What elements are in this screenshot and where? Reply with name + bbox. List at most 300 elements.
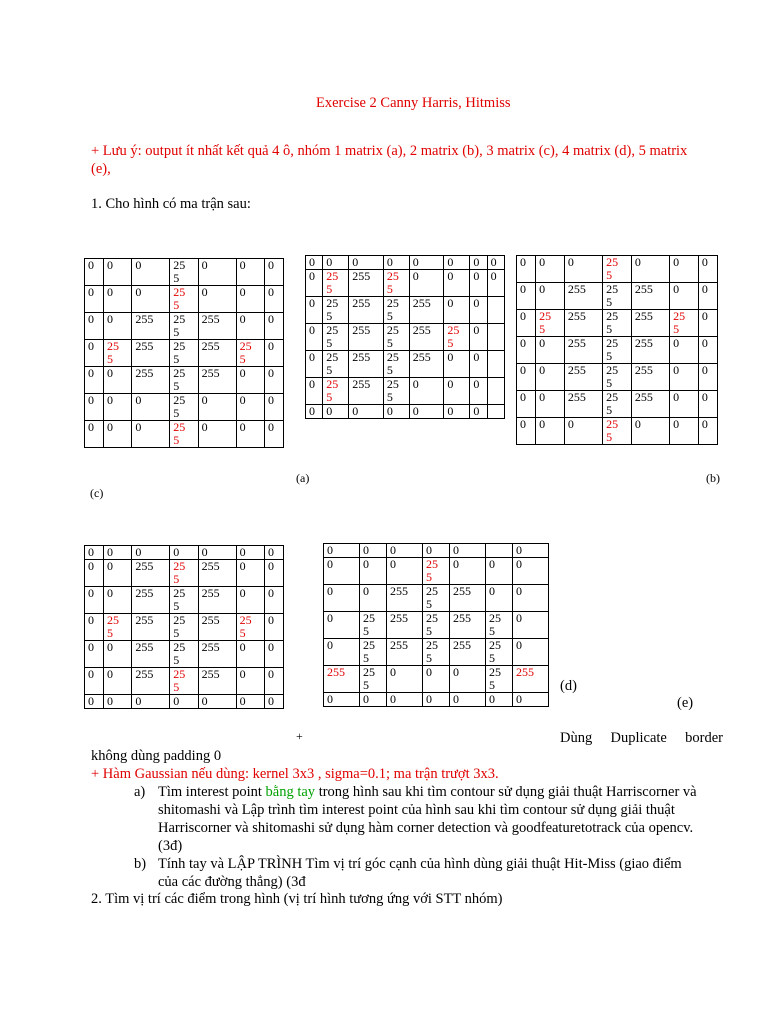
matrix-cell: 0 <box>264 668 283 695</box>
matrix-cell: 0 <box>132 695 170 709</box>
matrix-row <box>517 337 718 364</box>
matrix-cell: 255 <box>564 283 602 310</box>
item-b-marker: b) <box>134 856 147 872</box>
item-a-line-1 <box>158 783 697 801</box>
matrix-cell: 255 <box>132 614 170 641</box>
matrix-cell: 0 <box>103 560 131 587</box>
matrix-cell: 255 <box>450 585 486 612</box>
matrix-cell: 0 <box>517 418 536 445</box>
matrix-cell: 25 5 <box>170 587 198 614</box>
note-line-2: (e), <box>91 161 111 177</box>
matrix-cell: 0 <box>423 544 450 558</box>
matrix-cell: 25 5 <box>486 639 513 666</box>
matrix-cell: 0 <box>236 394 264 421</box>
matrix-cell: 0 <box>170 546 198 560</box>
matrix-cell: 0 <box>513 639 549 666</box>
matrix-row <box>517 256 718 283</box>
matrix-cell: 0 <box>264 560 283 587</box>
matrix-row <box>85 259 284 286</box>
matrix-cell: 0 <box>698 391 717 418</box>
matrix-cell: 0 <box>470 324 487 351</box>
matrix-cell: 0 <box>324 544 360 558</box>
matrix-cell: 255 <box>387 585 423 612</box>
matrix-cell: 0 <box>631 418 669 445</box>
matrix-cell: 0 <box>103 668 131 695</box>
matrix-cell: 255 <box>132 367 170 394</box>
matrix-cell <box>487 405 504 419</box>
matrix-cell: 0 <box>264 394 283 421</box>
matrix-cell: 0 <box>349 405 384 419</box>
matrix-cell: 25 5 <box>536 310 565 337</box>
matrix-row <box>324 544 549 558</box>
matrix-cell: 25 5 <box>423 558 450 585</box>
matrix-cell: 0 <box>470 405 487 419</box>
matrix-cell: 0 <box>306 270 323 297</box>
matrix-cell: 0 <box>132 546 170 560</box>
matrix-cell: 0 <box>564 418 602 445</box>
matrix-cell: 0 <box>513 585 549 612</box>
matrix-cell: 0 <box>444 351 470 378</box>
matrix-cell: 0 <box>486 585 513 612</box>
matrix-cell: 25 5 <box>360 612 387 639</box>
matrix-cell: 0 <box>409 378 444 405</box>
matrix-cell: 0 <box>349 256 384 270</box>
matrix-cell: 25 5 <box>383 270 409 297</box>
matrix-cell: 0 <box>450 558 486 585</box>
matrix-cell: 25 5 <box>383 324 409 351</box>
matrix-cell: 255 <box>132 668 170 695</box>
matrix-cell: 0 <box>236 259 264 286</box>
matrix-cell: 25 5 <box>236 340 264 367</box>
matrix-cell: 255 <box>198 641 236 668</box>
matrix-cell: 255 <box>324 666 360 693</box>
matrix-cell: 0 <box>444 405 470 419</box>
matrix-d <box>84 545 284 709</box>
matrix-cell: 0 <box>470 351 487 378</box>
matrix-cell: 255 <box>198 340 236 367</box>
matrix-cell: 0 <box>487 256 504 270</box>
matrix-cell: 0 <box>698 283 717 310</box>
matrix-cell: 0 <box>698 337 717 364</box>
label-d: (d) <box>560 678 577 694</box>
matrix-cell: 0 <box>409 270 444 297</box>
matrix-cell: 0 <box>387 558 423 585</box>
matrix-cell: 0 <box>513 558 549 585</box>
matrix-cell: 25 5 <box>170 560 198 587</box>
matrix-cell: 0 <box>198 259 236 286</box>
matrix-cell: 0 <box>670 337 699 364</box>
matrix-cell: 0 <box>513 544 549 558</box>
matrix-cell: 25 5 <box>603 256 632 283</box>
matrix-row <box>85 313 284 340</box>
matrix-cell: 0 <box>387 544 423 558</box>
matrix-cell: 0 <box>517 310 536 337</box>
matrix-cell: 255 <box>631 283 669 310</box>
matrix-cell: 0 <box>409 405 444 419</box>
matrix-cell: 25 5 <box>360 666 387 693</box>
matrix-cell: 0 <box>85 641 104 668</box>
matrix-cell: 0 <box>306 378 323 405</box>
matrix-row <box>324 639 549 666</box>
matrix-cell: 0 <box>236 587 264 614</box>
label-b: (b) <box>706 471 720 485</box>
matrix-cell: 25 5 <box>486 612 513 639</box>
matrix-cell: 255 <box>450 639 486 666</box>
label-e: (e) <box>677 695 694 711</box>
matrix-cell: 0 <box>236 367 264 394</box>
matrix-row <box>85 546 284 560</box>
matrix-cell: 0 <box>360 558 387 585</box>
matrix-cell: 255 <box>198 313 236 340</box>
matrix-cell: 255 <box>198 668 236 695</box>
matrix-cell: 0 <box>513 612 549 639</box>
matrix-cell: 25 5 <box>323 270 349 297</box>
matrix-cell: 255 <box>349 324 384 351</box>
matrix-cell: 25 5 <box>670 310 699 337</box>
matrix-row <box>324 585 549 612</box>
matrix-cell: 25 5 <box>486 666 513 693</box>
matrix-b <box>516 255 718 445</box>
matrix-cell: 25 5 <box>170 340 198 367</box>
matrix-cell: 0 <box>198 421 236 448</box>
matrix-cell: 0 <box>387 666 423 693</box>
matrix-cell: 0 <box>85 421 104 448</box>
matrix-cell: 255 <box>387 639 423 666</box>
matrix-cell: 255 <box>564 337 602 364</box>
matrix-cell: 0 <box>103 394 131 421</box>
matrix-cell: 0 <box>132 421 170 448</box>
matrix-cell: 25 5 <box>170 313 198 340</box>
item-a-line-3: Harriscorner và shitomashi sử dụng hàm corner detection và goodfeaturetotrack của opencv. <box>158 820 694 836</box>
matrix-cell: 25 5 <box>323 324 349 351</box>
matrix-cell: 0 <box>85 259 104 286</box>
matrix-cell: 25 5 <box>236 614 264 641</box>
matrix-cell: 25 5 <box>323 378 349 405</box>
matrix-a <box>305 255 505 419</box>
matrix-cell: 0 <box>236 668 264 695</box>
matrix-cell: 0 <box>306 405 323 419</box>
matrix-cell: 255 <box>349 270 384 297</box>
matrix-cell: 0 <box>564 256 602 283</box>
matrix-cell: 0 <box>698 256 717 283</box>
matrix-row <box>324 693 549 707</box>
matrix-cell: 25 5 <box>103 614 131 641</box>
matrix-cell: 0 <box>264 546 283 560</box>
label-c: (c) <box>90 486 104 500</box>
matrix-c <box>84 258 284 448</box>
matrix-row <box>85 614 284 641</box>
matrix-cell: 0 <box>323 405 349 419</box>
matrix-row <box>306 270 505 297</box>
matrix-row <box>85 367 284 394</box>
matrix-cell: 255 <box>132 560 170 587</box>
matrix-cell: 0 <box>103 313 131 340</box>
matrix-row <box>85 286 284 313</box>
matrix-cell: 0 <box>85 614 104 641</box>
matrix-cell: 0 <box>236 421 264 448</box>
matrix-row <box>306 351 505 378</box>
matrix-cell: 255 <box>631 364 669 391</box>
matrix-cell: 25 5 <box>383 297 409 324</box>
matrix-row <box>306 405 505 419</box>
matrix-cell: 255 <box>513 666 549 693</box>
note-line-1: + Lưu ý: output ít nhất kết quả 4 ô, nhóm 1 matrix (a), 2 matrix (b), 3 matrix (c), 4 matrix (d), 5 matrix <box>91 143 688 159</box>
item-a-line-1-post: trong hình sau khi tìm contour sử dụng giải thuật Harriscorner và <box>315 784 697 800</box>
matrix-cell: 0 <box>513 693 549 707</box>
item-a-line-4: (3đ) <box>158 838 183 854</box>
item-a-marker: a) <box>134 784 146 800</box>
matrix-cell: 0 <box>517 256 536 283</box>
matrix-row <box>306 256 505 270</box>
matrix-cell: 0 <box>324 558 360 585</box>
matrix-cell: 0 <box>383 405 409 419</box>
matrix-cell: 0 <box>306 256 323 270</box>
matrix-cell: 25 5 <box>323 351 349 378</box>
matrix-cell: 0 <box>85 313 104 340</box>
matrix-cell: 255 <box>450 612 486 639</box>
matrix-cell: 0 <box>85 394 104 421</box>
matrix-cell: 0 <box>670 364 699 391</box>
matrix-row <box>324 612 549 639</box>
matrix-cell: 0 <box>103 259 131 286</box>
matrix-cell: 0 <box>450 544 486 558</box>
matrix-cell: 0 <box>103 421 131 448</box>
matrix-row <box>517 391 718 418</box>
matrix-cell <box>487 378 504 405</box>
matrix-cell: 0 <box>486 558 513 585</box>
matrix-cell: 0 <box>536 337 565 364</box>
duplicate-border-text: Dùng Duplicate border <box>560 730 723 746</box>
matrix-cell: 25 5 <box>383 351 409 378</box>
matrix-row <box>85 421 284 448</box>
matrix-cell: 0 <box>103 546 131 560</box>
matrix-cell: 0 <box>670 418 699 445</box>
matrix-cell: 0 <box>103 695 131 709</box>
no-padding-text: không dùng padding 0 <box>91 748 222 764</box>
matrix-cell: 0 <box>236 546 264 560</box>
matrix-cell: 25 5 <box>423 585 450 612</box>
matrix-cell: 0 <box>132 286 170 313</box>
matrix-cell: 0 <box>264 421 283 448</box>
matrix-cell: 0 <box>324 639 360 666</box>
matrix-cell: 0 <box>423 666 450 693</box>
matrix-cell: 25 5 <box>603 391 632 418</box>
matrix-row <box>517 310 718 337</box>
matrix-cell: 0 <box>470 297 487 324</box>
matrix-cell: 0 <box>85 668 104 695</box>
matrix-cell: 0 <box>264 614 283 641</box>
matrix-cell: 0 <box>670 391 699 418</box>
matrix-cell: 0 <box>198 546 236 560</box>
matrix-cell: 255 <box>198 587 236 614</box>
matrix-cell: 255 <box>387 612 423 639</box>
matrix-row <box>517 418 718 445</box>
matrix-cell: 0 <box>306 297 323 324</box>
matrix-cell <box>487 297 504 324</box>
matrix-cell: 0 <box>85 695 104 709</box>
matrix-cell: 25 5 <box>444 324 470 351</box>
matrix-cell: 0 <box>132 259 170 286</box>
matrix-cell: 0 <box>324 693 360 707</box>
matrix-cell: 0 <box>264 259 283 286</box>
matrix-cell: 0 <box>306 351 323 378</box>
matrix-cell: 0 <box>670 283 699 310</box>
item-b-line-1: Tính tay và LẬP TRÌNH Tìm vị trí góc cạnh của hình dùng giải thuật Hit-Miss (giao điểm <box>158 856 682 872</box>
matrix-cell <box>487 351 504 378</box>
plus-sign: + <box>296 729 303 743</box>
item-a-line-2: shitomashi và Lập trình tìm interest point của hình sau khi tìm contour sử dụng giải thuật <box>158 802 675 818</box>
matrix-row <box>517 364 718 391</box>
matrix-row <box>85 695 284 709</box>
matrix-cell: 0 <box>103 641 131 668</box>
matrix-cell: 25 5 <box>170 286 198 313</box>
matrix-row <box>324 558 549 585</box>
matrix-cell: 25 5 <box>323 297 349 324</box>
matrix-cell: 0 <box>536 418 565 445</box>
matrix-cell: 255 <box>564 364 602 391</box>
matrix-e <box>323 543 549 707</box>
matrix-cell: 0 <box>470 270 487 297</box>
matrix-cell: 255 <box>409 351 444 378</box>
matrix-cell: 0 <box>444 378 470 405</box>
matrix-cell: 0 <box>85 560 104 587</box>
matrix-cell: 0 <box>536 364 565 391</box>
matrix-cell: 25 5 <box>170 259 198 286</box>
matrix-cell <box>486 544 513 558</box>
matrix-row <box>306 297 505 324</box>
matrix-cell: 255 <box>631 337 669 364</box>
matrix-cell: 0 <box>323 256 349 270</box>
matrix-cell: 0 <box>264 695 283 709</box>
matrix-cell: 0 <box>236 313 264 340</box>
matrix-cell: 255 <box>198 614 236 641</box>
item-a-line-1-pre: Tìm interest point <box>158 784 266 800</box>
matrix-cell: 25 5 <box>603 283 632 310</box>
matrix-cell: 25 5 <box>603 364 632 391</box>
matrix-cell: 255 <box>132 641 170 668</box>
matrix-cell: 255 <box>564 310 602 337</box>
matrix-cell: 0 <box>360 585 387 612</box>
matrix-row <box>306 378 505 405</box>
matrix-cell: 255 <box>132 340 170 367</box>
matrix-cell: 25 5 <box>170 421 198 448</box>
question-2: 2. Tìm vị trí các điểm trong hình (vị trí hình tương ứng với STT nhóm) <box>91 891 503 907</box>
matrix-cell: 25 5 <box>170 614 198 641</box>
matrix-cell: 0 <box>236 560 264 587</box>
matrix-cell: 25 5 <box>170 394 198 421</box>
matrix-cell: 0 <box>486 693 513 707</box>
matrix-cell: 0 <box>264 340 283 367</box>
item-a-highlight: bằng tay <box>265 784 316 800</box>
matrix-cell: 0 <box>631 256 669 283</box>
matrix-cell: 255 <box>198 560 236 587</box>
matrix-cell <box>487 324 504 351</box>
matrix-cell: 0 <box>198 695 236 709</box>
matrix-cell: 0 <box>264 286 283 313</box>
matrix-cell: 0 <box>360 693 387 707</box>
matrix-cell: 25 5 <box>383 378 409 405</box>
matrix-cell: 0 <box>170 695 198 709</box>
matrix-cell: 0 <box>470 256 487 270</box>
matrix-cell: 25 5 <box>170 668 198 695</box>
matrix-cell: 0 <box>536 283 565 310</box>
matrix-cell: 255 <box>349 351 384 378</box>
matrix-cell: 0 <box>264 367 283 394</box>
matrix-cell: 0 <box>450 693 486 707</box>
matrix-cell: 25 5 <box>170 367 198 394</box>
matrix-cell: 0 <box>444 270 470 297</box>
matrix-row <box>85 560 284 587</box>
matrix-cell: 255 <box>631 391 669 418</box>
matrix-cell: 0 <box>536 391 565 418</box>
matrix-row <box>324 666 549 693</box>
matrix-row <box>85 668 284 695</box>
matrix-cell: 0 <box>103 587 131 614</box>
matrix-cell: 25 5 <box>423 612 450 639</box>
matrix-cell: 0 <box>103 367 131 394</box>
matrix-row <box>517 283 718 310</box>
matrix-cell: 0 <box>409 256 444 270</box>
matrix-cell: 0 <box>85 587 104 614</box>
matrix-cell: 0 <box>444 256 470 270</box>
matrix-row <box>85 340 284 367</box>
matrix-cell: 0 <box>264 587 283 614</box>
matrix-cell: 0 <box>517 283 536 310</box>
matrix-cell: 255 <box>349 297 384 324</box>
matrix-cell: 0 <box>324 612 360 639</box>
matrix-cell: 0 <box>85 367 104 394</box>
matrix-cell: 0 <box>264 313 283 340</box>
label-a: (a) <box>296 471 310 485</box>
matrix-row <box>85 394 284 421</box>
matrix-cell: 0 <box>236 286 264 313</box>
matrix-cell: 0 <box>383 256 409 270</box>
matrix-cell: 255 <box>564 391 602 418</box>
matrix-cell: 25 5 <box>170 641 198 668</box>
matrix-cell: 0 <box>360 544 387 558</box>
matrix-cell: 0 <box>444 297 470 324</box>
matrix-cell: 255 <box>631 310 669 337</box>
matrix-cell: 25 5 <box>360 639 387 666</box>
matrix-cell: 0 <box>517 391 536 418</box>
matrix-cell: 25 5 <box>603 418 632 445</box>
matrix-cell: 0 <box>306 324 323 351</box>
matrix-cell: 0 <box>198 286 236 313</box>
matrix-cell: 0 <box>387 693 423 707</box>
matrix-cell: 0 <box>85 340 104 367</box>
matrix-cell: 0 <box>487 270 504 297</box>
matrix-cell: 0 <box>698 418 717 445</box>
page-title: Exercise 2 Canny Harris, Hitmiss <box>316 95 511 111</box>
matrix-cell: 255 <box>349 378 384 405</box>
matrix-row <box>85 641 284 668</box>
matrix-cell: 25 5 <box>423 639 450 666</box>
matrix-cell: 255 <box>132 587 170 614</box>
matrix-cell: 0 <box>670 256 699 283</box>
matrix-cell: 25 5 <box>603 337 632 364</box>
matrix-row <box>306 324 505 351</box>
gaussian-note: + Hàm Gaussian nếu dùng: kernel 3x3 , sigma=0.1; ma trận trượt 3x3. <box>91 766 499 782</box>
matrix-cell: 0 <box>450 666 486 693</box>
matrix-cell: 255 <box>132 313 170 340</box>
question-1-intro: 1. Cho hình có ma trận sau: <box>91 196 251 212</box>
matrix-cell: 0 <box>423 693 450 707</box>
matrix-cell: 0 <box>517 364 536 391</box>
matrix-cell: 0 <box>698 364 717 391</box>
matrix-cell: 0 <box>517 337 536 364</box>
matrix-cell: 0 <box>236 695 264 709</box>
matrix-cell: 255 <box>409 297 444 324</box>
